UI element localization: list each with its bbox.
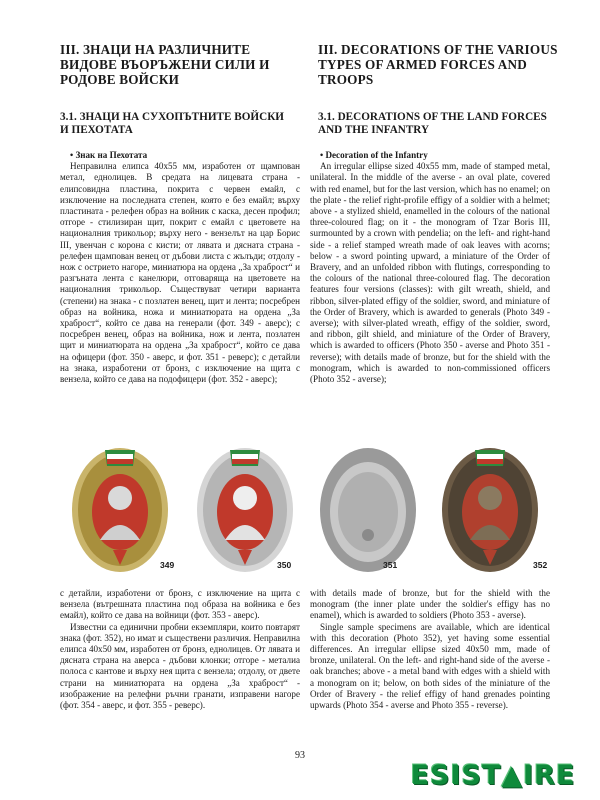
en-description-top	[310, 150, 550, 385]
logo-text: ESIST▲IRE	[410, 760, 576, 791]
en-paragraph-1: An irregular ellipse sized 40x55 mm, made of stamped metal, unilateral. In the middle of the averse - an oval plate, covered with red enamel, but for the last version, which has no enamel; on the plate - the relief right-profile effigy of a soldier with a helmet; above - a stylized shield, enamelled in the colours of the national three-coloured flag; on it - the monogram of Tzar Boris III, surmounted by a crown with pendelia; on the left- and right-hand side - a relief stamped wreath made of oak leaves with acorns; below - a sword pointing upward, a miniature of the Order of Bravery, and an unfolded ribbon with flutings, corresponding to the colours of the national three-coloured flag. The decoration features four versions (classes): with gilt wreath, shield, and ribbon, silver-plated effigy of the soldier, sword, and miniature of the Order of Bravery, which is awarded to generals (Photo 349 - averse); with silver-plated wreath, effigy of the soldier, sword, and ribbon, gilt shield, and miniature of the Order of Bravery, which is awarded to officers (Photo 350 - averse and Photo 351 - reverse); with details made of bronze, but for the shield with the monogram, which is awarded to non-commissioned officers (Photo 352 - averse);	[310, 161, 550, 385]
medal-photo-350	[190, 440, 300, 575]
photo-number-349: 349	[160, 560, 175, 570]
en-paragraph-2: with details made of bronze, but for the shield with the monogram (the inner plate under the soldier's effigy has no enamel), which is awarded to soldiers (Photo 353 - averse).	[310, 588, 550, 621]
medal-photo-351-reverse	[313, 440, 423, 575]
en-chapter-title: III. DECORATIONS OF THE VARIOUS TYPES OF ARMED FORCES AND TROOPS	[318, 42, 558, 87]
en-paragraph-3: Single sample specimens are available, which are identical with this decoration (Photo 352), yet having some essential differences. An irregular ellipse sized 40x50 mm, made of bronze, unilateral. On the left- and right-hand side of the averse - oak branches; above - a metal band with edges with a shield with a monogram on it; below, on both sides of the miniature of the Order of Bravery - the relief effigy of hand grenades pointing upwards (Photo 354 - averse and Photo 355 - reverse).	[310, 621, 550, 711]
bg-subheading: • Знак на Пехотата	[70, 150, 148, 160]
page-number: 93	[295, 750, 305, 761]
bg-chapter-title: III. ЗНАЦИ НА РАЗЛИЧНИТЕ ВИДОВЕ ВЪОРЪЖЕНИ СИЛИ И РОДОВЕ ВОЙСКИ	[60, 42, 270, 87]
bg-paragraph-1: Неправилна елипса 40х55 мм, изработен от щампован метал, еднолицев. В средата на лицевата страна - елипсовидна пластина, покрита с червен емайл, с изключение на последната степен, която е без емайл; върху пластината - релефен образ на войник с каска, десен профил; отгоре - стилизиран щит, покрит с емайл с цветовете на националния трикольор; върху него - вензелът на цар Борис III, увенчан с корона с кисти; от лявата и дясната страна - релефен щампован венец от дъбови листа с жълъди; отдолу - нож с острието нагоре, миниатюра на ордена „За храброст“ и разгъната лента с канелюри, отговаряща на цветовете на националния трикольор. Съществуват четири варианта (степени) на знака - с позлатен венец, щит и лента; посребрен образ на войника, ножа и миниатюрата на ордена „За храброст“, който се дава на генерали (фот. 349 - аверс); с посребрен венец, образ на войника, нож и лента, позлатен щит и миниатюрата на ордена „За храброст“, който се дава на офицери (фот. 350 - аверс, и фот. 351 - реверс); с детайли на знака, изработени от бронз, с изключение на щита с вензела, който се дава на подофицери (фот. 352 - аверс);	[60, 161, 300, 385]
photo-number-350: 350	[277, 560, 292, 570]
photo-number-351: 351	[383, 560, 398, 570]
esistoire-logo	[393, 758, 593, 794]
medal-photo-349	[65, 440, 175, 575]
medal-photo-352	[435, 440, 548, 575]
medal-photos	[55, 440, 555, 580]
en-section-title: 3.1. DECORATIONS OF THE LAND FORCES AND THE INFANTRY	[318, 111, 547, 136]
bg-paragraph-3: Известни са единични пробни екземпляри, които повтарят знака (фот. 352), но имат и съществени различия. Неправилна елипса 40х50 мм, изработен от бронз, еднолицев. От лявата и дясната страна на аверса - дъбови клонки; отгоре - металиа полоса с кантове и върху нея щита с вензела; отдолу, от двете страни на миниатюрата на ордена „За храброст“ - изображение на релефни ръчни гранати, изправени нагоре (фот. 354 - аверс, и фот. 355 - реверс).	[60, 621, 300, 711]
en-subheading: • Decoration of the Infantry	[320, 150, 428, 160]
bg-paragraph-2: с детайли, изработени от бронз, с изключение на щита с вензела (вътрешната пластина под образа на войника е без емайл), който се дава на войници (фот. 353 - аверс).	[60, 588, 300, 621]
bg-description-top	[60, 150, 300, 385]
bg-section-title: 3.1. ЗНАЦИ НА СУХОПЪТНИТЕ ВОЙСКИ И ПЕХОТАТА	[60, 111, 285, 136]
bg-description-bottom	[60, 588, 300, 711]
photo-number-352: 352	[533, 560, 548, 570]
en-description-bottom	[310, 588, 550, 711]
